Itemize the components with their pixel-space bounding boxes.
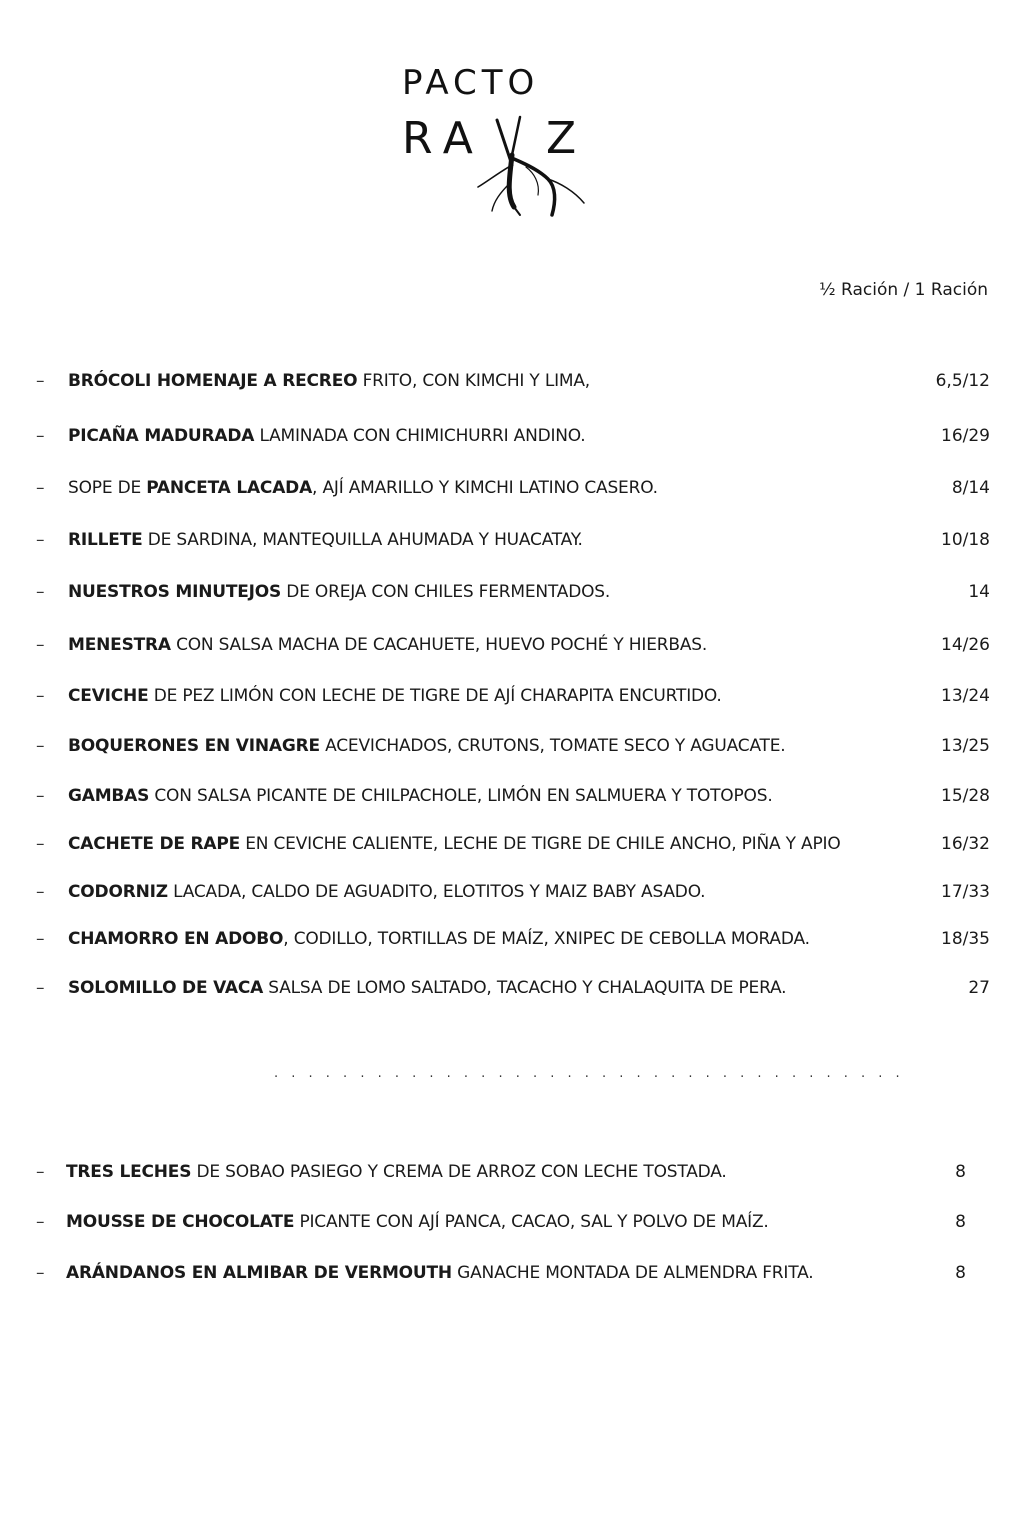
dish-description [68,630,707,660]
dish-name: CODORNIZ [68,882,168,902]
menu-item [0,630,1024,660]
bullet-dash: – [36,478,45,498]
dish-price: 15/28 [941,786,990,806]
dish-description [66,1207,769,1237]
bullet-dash: – [36,426,45,446]
dish-description [68,525,583,555]
dish-description [68,473,658,503]
dish-name: TRES LECHES [66,1162,192,1182]
menu-item [0,366,1024,396]
dish-details: LACADA, CALDO DE AGUADITO, ELOTITOS Y MAIZ BABY ASADO. [167,882,706,902]
dish-description [68,973,786,1003]
dish-prefix: SOPE DE [68,478,147,498]
bullet-dash: – [36,1162,45,1182]
dish-description [68,877,705,907]
logo-text-line2-right: Z [546,113,577,164]
logo-text-line1: PACTO [402,63,540,103]
dish-price: 13/24 [941,686,990,706]
dish-description [68,421,586,451]
dish-details: DE SARDINA, MANTEQUILLA AHUMADA Y HUACATAY. [142,530,583,550]
dish-price: 8 [955,1162,966,1182]
dish-price: 16/29 [941,426,990,446]
dish-price: 27 [968,978,990,998]
bullet-dash: – [36,635,45,655]
dish-details: DE OREJA CON CHILES FERMENTADOS. [281,582,611,602]
bullet-dash: – [36,882,45,902]
dish-price: 10/18 [941,530,990,550]
dish-price: 6,5/12 [935,371,990,391]
dish-name: CEVICHE [68,686,149,706]
dish-details: DE PEZ LIMÓN CON LECHE DE TIGRE DE AJÍ CHARAPITA ENCURTIDO. [148,686,722,706]
dessert-item [0,1157,1024,1187]
bullet-dash: – [36,978,45,998]
dish-name: RILLETE [68,530,143,550]
dish-name: BOQUERONES EN VINAGRE [68,736,320,756]
dish-description [66,1157,727,1187]
menu-item [0,525,1024,555]
bullet-dash: – [36,786,45,806]
menu-item [0,681,1024,711]
dish-name: CHAMORRO EN ADOBO [68,929,284,949]
dish-details: GANACHE MONTADA DE ALMENDRA FRITA. [451,1263,814,1283]
root-icon [0,55,1024,225]
portion-header: ½ Ración / 1 Ración [819,280,988,300]
dish-price: 16/32 [941,834,990,854]
dish-details: , AJÍ AMARILLO Y KIMCHI LATINO CASERO. [312,478,658,498]
dish-price: 14/26 [941,635,990,655]
dish-description [68,366,590,396]
bullet-dash: – [36,834,45,854]
dish-price: 17/33 [941,882,990,902]
dish-price: 8 [955,1263,966,1283]
bullet-dash: – [36,686,45,706]
dish-name: NUESTROS MINUTEJOS [68,582,282,602]
section-divider: · · · · · · · · · · · · · · · · · · · · · · · · · · · · · · · · · · · · · [274,1070,905,1085]
dish-name: ARÁNDANOS EN ALMIBAR DE VERMOUTH [66,1263,452,1283]
restaurant-logo [0,55,1024,225]
dish-details: PICANTE CON AJÍ PANCA, CACAO, SAL Y POLVO DE MAÍZ. [294,1212,769,1232]
dish-details: LAMINADA CON CHIMICHURRI ANDINO. [254,426,586,446]
menu-item [0,924,1024,954]
dish-details: EN CEVICHE CALIENTE, LECHE DE TIGRE DE CHILE ANCHO, PIÑA Y APIO [240,834,841,854]
dish-description [68,731,786,761]
dish-price: 8 [955,1212,966,1232]
dish-description [68,681,722,711]
bullet-dash: – [36,371,45,391]
dish-details: SALSA DE LOMO SALTADO, TACACHO Y CHALAQUITA DE PERA. [263,978,787,998]
dish-price: 13/25 [941,736,990,756]
dish-details: DE SOBAO PASIEGO Y CREMA DE ARROZ CON LECHE TOSTADA. [191,1162,727,1182]
bullet-dash: – [36,582,45,602]
dish-name: SOLOMILLO DE VACA [68,978,264,998]
bullet-dash: – [36,736,45,756]
dish-name: MOUSSE DE CHOCOLATE [66,1212,295,1232]
menu-item [0,829,1024,859]
dish-description [68,781,773,811]
bullet-dash: – [36,530,45,550]
dish-description [68,924,810,954]
dish-description [68,829,841,859]
dish-name: PANCETA LACADA [146,478,313,498]
menu-item [0,781,1024,811]
dish-name: CACHETE DE RAPE [68,834,241,854]
dessert-item [0,1258,1024,1288]
dessert-item [0,1207,1024,1237]
menu-item [0,473,1024,503]
dish-price: 14 [968,582,990,602]
menu-item [0,877,1024,907]
dish-name: PICAÑA MADURADA [68,426,255,446]
menu-item [0,731,1024,761]
dish-details: FRITO, CON KIMCHI Y LIMA, [357,371,591,391]
bullet-dash: – [36,929,45,949]
bullet-dash: – [36,1212,45,1232]
dish-name: BRÓCOLI HOMENAJE A RECREO [68,371,358,391]
dish-details: , CODILLO, TORTILLAS DE MAÍZ, XNIPEC DE CEBOLLA MORADA. [283,929,810,949]
logo-text-line2-left: RA [402,113,485,164]
menu-item [0,577,1024,607]
menu-item [0,421,1024,451]
dish-price: 8/14 [951,478,990,498]
dish-description [68,577,610,607]
dish-name: GAMBAS [68,786,150,806]
dish-price: 18/35 [941,929,990,949]
bullet-dash: – [36,1263,45,1283]
dish-details: ACEVICHADOS, CRUTONS, TOMATE SECO Y AGUACATE. [319,736,786,756]
dish-details: CON SALSA PICANTE DE CHILPACHOLE, LIMÓN EN SALMUERA Y TOTOPOS. [149,786,773,806]
dish-name: MENESTRA [68,635,171,655]
dish-description [66,1258,813,1288]
dish-details: CON SALSA MACHA DE CACAHUETE, HUEVO POCHÉ Y HIERBAS. [170,635,708,655]
menu-item [0,973,1024,1003]
